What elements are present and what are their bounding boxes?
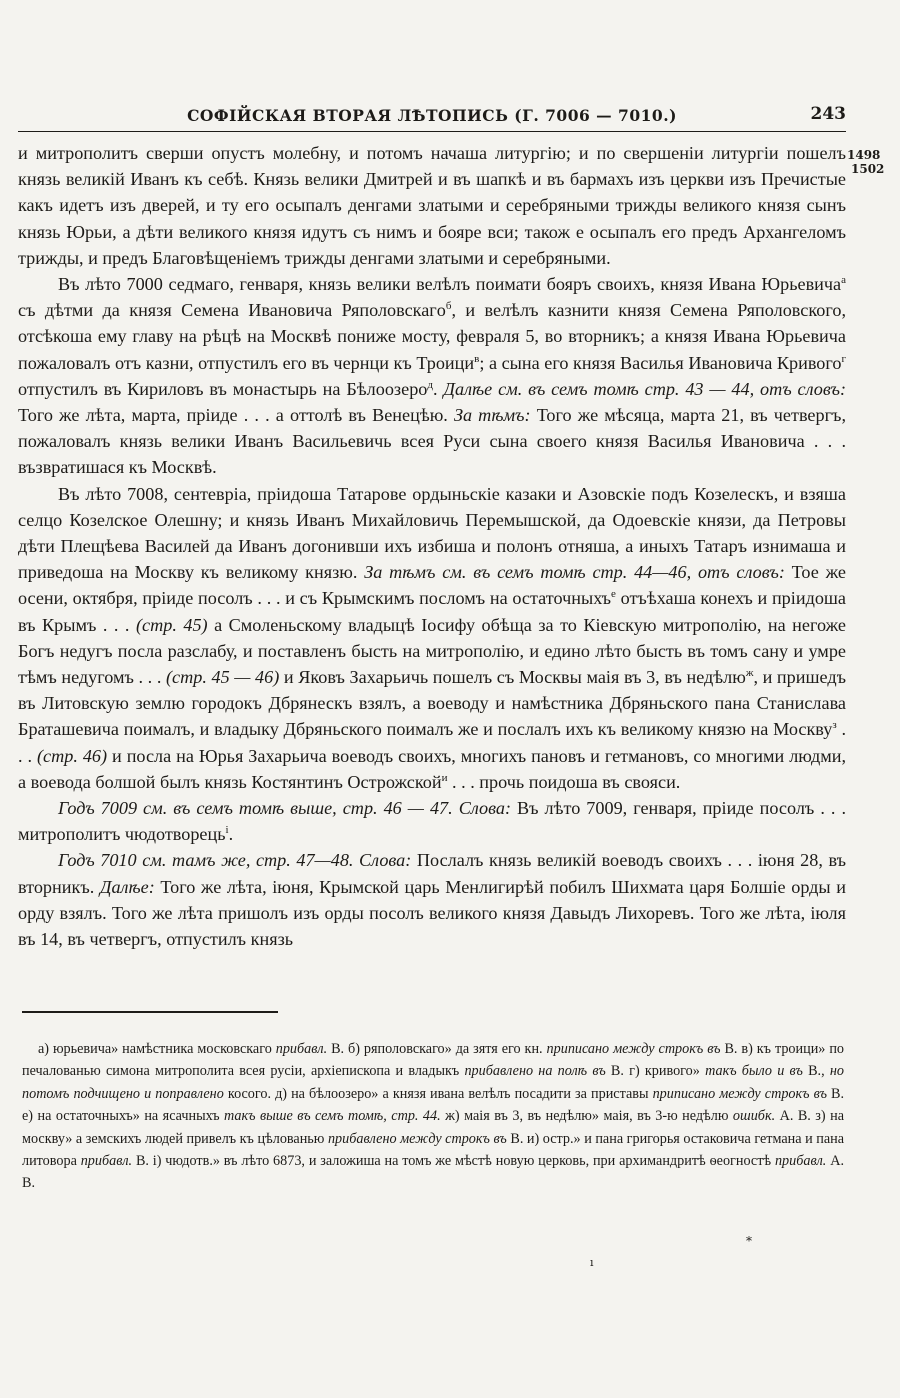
footnote-marker: і xyxy=(225,824,229,837)
footnotes xyxy=(22,1038,844,1195)
paragraph xyxy=(18,847,846,952)
text-run: ж) маія въ 3, въ недѣлю» маія, въ 3-ю недѣлю xyxy=(440,1108,733,1125)
text-run: В. е) на остаточныхъ» на ясачныхъ xyxy=(22,1085,845,1125)
footnote-paragraph xyxy=(22,1038,844,1195)
margin-year-top: 1498 xyxy=(847,148,881,162)
paragraph xyxy=(18,271,846,481)
text-run: и посла на Юрья Захарьича воеводъ своихъ, многихъ пановъ и гетмановъ, со многими людми, а воевода болшой былъ князь Костянтинъ Острожской xyxy=(18,745,847,792)
text-run: В. і) чюдотв.» въ лѣто 6873, и заложиша на томъ же мѣстѣ новую церковь, при архимандритѣ ѳеогностѣ xyxy=(132,1153,775,1170)
footnote-marker: ж xyxy=(745,667,754,679)
text-run: В. в) къ троици» по печалованью симона митрополита всея русіи, архіепископа и владыкъ xyxy=(22,1041,845,1080)
editorial-note: прибавл. xyxy=(774,1153,827,1170)
text-run: , и велѣлъ казнити князя Семена Ряполовского, отсѣкоша ему главу на рѣцѣ на Москвѣ пониже мосту, февраля 5, во вторникъ; а князя Ивана Юрьевича пожаловалъ отъ казни, отпустилъ его въ чернци къ Троици xyxy=(18,300,846,373)
footnote-marker: б xyxy=(445,300,452,313)
text-run: отъѣхаша конехъ и пріидоша въ Крымъ . . . xyxy=(18,588,846,635)
text-run: . . . xyxy=(18,719,846,766)
running-title: СОФІЙСКАЯ ВТОРАЯ ЛѢТОПИСЬ (Г. 7006 — 7010.) xyxy=(187,106,677,125)
editorial-note: Годъ 7009 см. въ семъ томѣ выше, стр. 46 — 47. Слова: xyxy=(58,798,511,819)
editorial-note: (стр. 45 — 46) xyxy=(165,667,280,688)
editorial-note: приписано между строкъ въ xyxy=(652,1085,827,1102)
footnote-marker: з xyxy=(832,719,837,732)
ink-mark: ı xyxy=(590,1256,594,1269)
editorial-note: (стр. 46) xyxy=(36,745,108,766)
text-run: . xyxy=(433,378,444,399)
editorial-note: прибавл. xyxy=(80,1153,133,1170)
editorial-note: прибавлено на полѣ въ xyxy=(464,1063,606,1080)
paragraph xyxy=(18,140,846,271)
footnote-marker: д xyxy=(427,378,433,391)
text-run: Того же лѣта, іюня, Крымской царь Менлигирѣй побилъ Шихмата царя Болшіе орды и орду взялъ. Того же лѣта пришолъ изъ орды посолъ великого князя Давыдъ Лихоревъ. Того же лѣта, іюля въ 14, въ четвергъ, отпустилъ князь xyxy=(18,876,846,950)
text-run: отпустилъ въ Кириловъ въ монастырь на Бѣлоозеро xyxy=(18,378,428,399)
editorial-note: но потомъ подчищено и поправлено xyxy=(22,1063,845,1102)
footnote-marker: и xyxy=(441,771,448,784)
editorial-note: прибавл. xyxy=(275,1041,328,1057)
text-run: и митрополитъ сверши опустъ молебну, и потомъ начаша литургію; и по свершеніи литургіи пошелъ князь великій Иванъ къ себѣ. Князь велики Дмитрей и въ шапкѣ и въ бармахъ изъ церкви изъ Пречистые какъ идетъ изъ дверей, и ту его осыпалъ денгами златыми и серебряными трижды великого князя сынъ князь Юрьи, а дѣти великого князя идутъ съ нимъ и бояре вси; також е осыпалъ его предъ Архангеломъ трижды, и предъ Благовѣщеніемъ трижды денгами златыми и серебряными. xyxy=(18,143,846,268)
text-run: косого. д) на бѣлоозеро» а князя ивана велѣлъ посадити за приставы xyxy=(223,1085,653,1102)
text-run: А. В. з) на москву» а земскихъ людей привелъ къ цѣлованью xyxy=(22,1108,844,1147)
editorial-note: такъ выше въ семъ томѣ, стр. 44. xyxy=(224,1108,441,1125)
text-run: Въ лѣто 7000 седмаго, генваря, князь велики велѣлъ поимати бояръ своихъ, князя Ивана Юрьевича xyxy=(58,274,842,295)
text-run: съ дѣтми да князя Семена Ивановича Ряполовскагo xyxy=(18,300,446,321)
paragraph xyxy=(18,481,846,795)
text-run: . . . прочь поидоша въ свояси. xyxy=(447,771,681,792)
text-run: В., xyxy=(802,1063,830,1080)
editorial-note: Годъ 7010 см. тамъ же, стр. 47—48. Слова: xyxy=(58,850,412,871)
text-run: Того же мѣсяца, марта 21, въ четвергъ, пожаловалъ князь велики Иванъ Васильевичь всея Руси сына своего князя Василья Ивановича . . . възвратишася къ Москвѣ. xyxy=(18,405,847,478)
editorial-note: такъ было и въ xyxy=(705,1063,803,1080)
editorial-note: ошибк. xyxy=(732,1108,776,1125)
asterisk-mark: * xyxy=(746,1234,752,1248)
main-text xyxy=(18,140,846,952)
text-run: а) юрьевича» намѣстника московскаго xyxy=(38,1041,276,1057)
editorial-note: За тѣмъ см. въ семъ томѣ стр. 44—46, отъ словъ: xyxy=(364,562,785,583)
text-run: ; а сына его князя Василья Ивановича Кривого xyxy=(479,352,842,373)
text-run: и Яковъ Захарьичь пошелъ съ Москвы маія въ 3, въ недѣлю xyxy=(279,667,746,688)
text-run: , и пришедъ въ Литовскую землю городокъ Дбрянескъ взялъ, а воеводу и намѣстника Дбряньского пана Станислава Браташевича поималъ, и владыку Дбряньского поималъ же и послалъ ихъ къ великому князю на Москву xyxy=(18,667,846,740)
editorial-note: приписано между строкъ въ xyxy=(546,1041,721,1057)
text-run: В. б) ряполовскаго» да зятя его кн. xyxy=(327,1041,547,1057)
text-run: Въ лѣто 7008, сентевріа, пріидоша Татарове ордыньскіе казаки и Азовскіе подъ Козелескъ, и взяша селцо Козелское Олешну; и князь Иванъ Михайловичь Перемышской, да Одоевскіе князи, да Петровы дѣти Плещѣева Василей да Иванъ догонивши ихъ избиша и полонъ отняша, а иныхъ Татаръ изнимаша и приведоша на Москву къ великому князю. xyxy=(18,483,846,583)
editorial-note: (стр. 45) xyxy=(135,614,208,635)
text-run: Того же лѣта, марта, пріиде . . . а оттолѣ въ Венецѣю. xyxy=(18,405,454,426)
paragraph xyxy=(18,795,846,847)
footnote-marker: г xyxy=(841,352,846,365)
text-run: В. и) остр.» и пана григорья остаковича гетмана и пана литовора xyxy=(22,1130,845,1170)
editorial-note: Далѣе: xyxy=(99,876,155,897)
editorial-note: За тѣмъ: xyxy=(453,405,531,426)
margin-year-bottom: 1502 xyxy=(851,162,885,176)
editorial-note: прибавлено между строкъ въ xyxy=(327,1130,507,1147)
text-run: а Смоленьскому владыцѣ Іосифу обѣща за то Кіевскую митрополію, на негоже Богъ недугъ посла разслабу, и поставленъ бысть на митрополію, и едино лѣто бысть въ томъ сану и умре тѣмъ недугомъ . . . xyxy=(18,614,846,688)
editorial-note: Далѣе см. въ семъ томѣ стр. 43 — 44, отъ словъ: xyxy=(443,378,847,399)
text-run: А. В. xyxy=(22,1153,844,1192)
page-number: 243 xyxy=(810,104,846,124)
text-run: Тое же осени, октября, пріиде посолъ . . . и съ Крымскимъ посломъ на остаточныхъ xyxy=(18,562,846,609)
footnote-rule xyxy=(22,1011,278,1013)
footnote-marker: а xyxy=(841,273,846,286)
text-run: Послалъ князь великій воеводъ своихъ . . . іюня 28, въ вторникъ. xyxy=(18,850,846,897)
text-run: Въ лѣто 7009, генваря, пріиде посолъ . . . митрополитъ чюдотворець xyxy=(18,798,846,845)
text-run: В. г) кривого» xyxy=(605,1063,706,1080)
footnote-marker: в xyxy=(474,352,480,365)
header-rule xyxy=(18,131,846,132)
text-run: . xyxy=(228,824,234,845)
page-header xyxy=(18,104,846,130)
footnote-marker: е xyxy=(611,588,616,601)
